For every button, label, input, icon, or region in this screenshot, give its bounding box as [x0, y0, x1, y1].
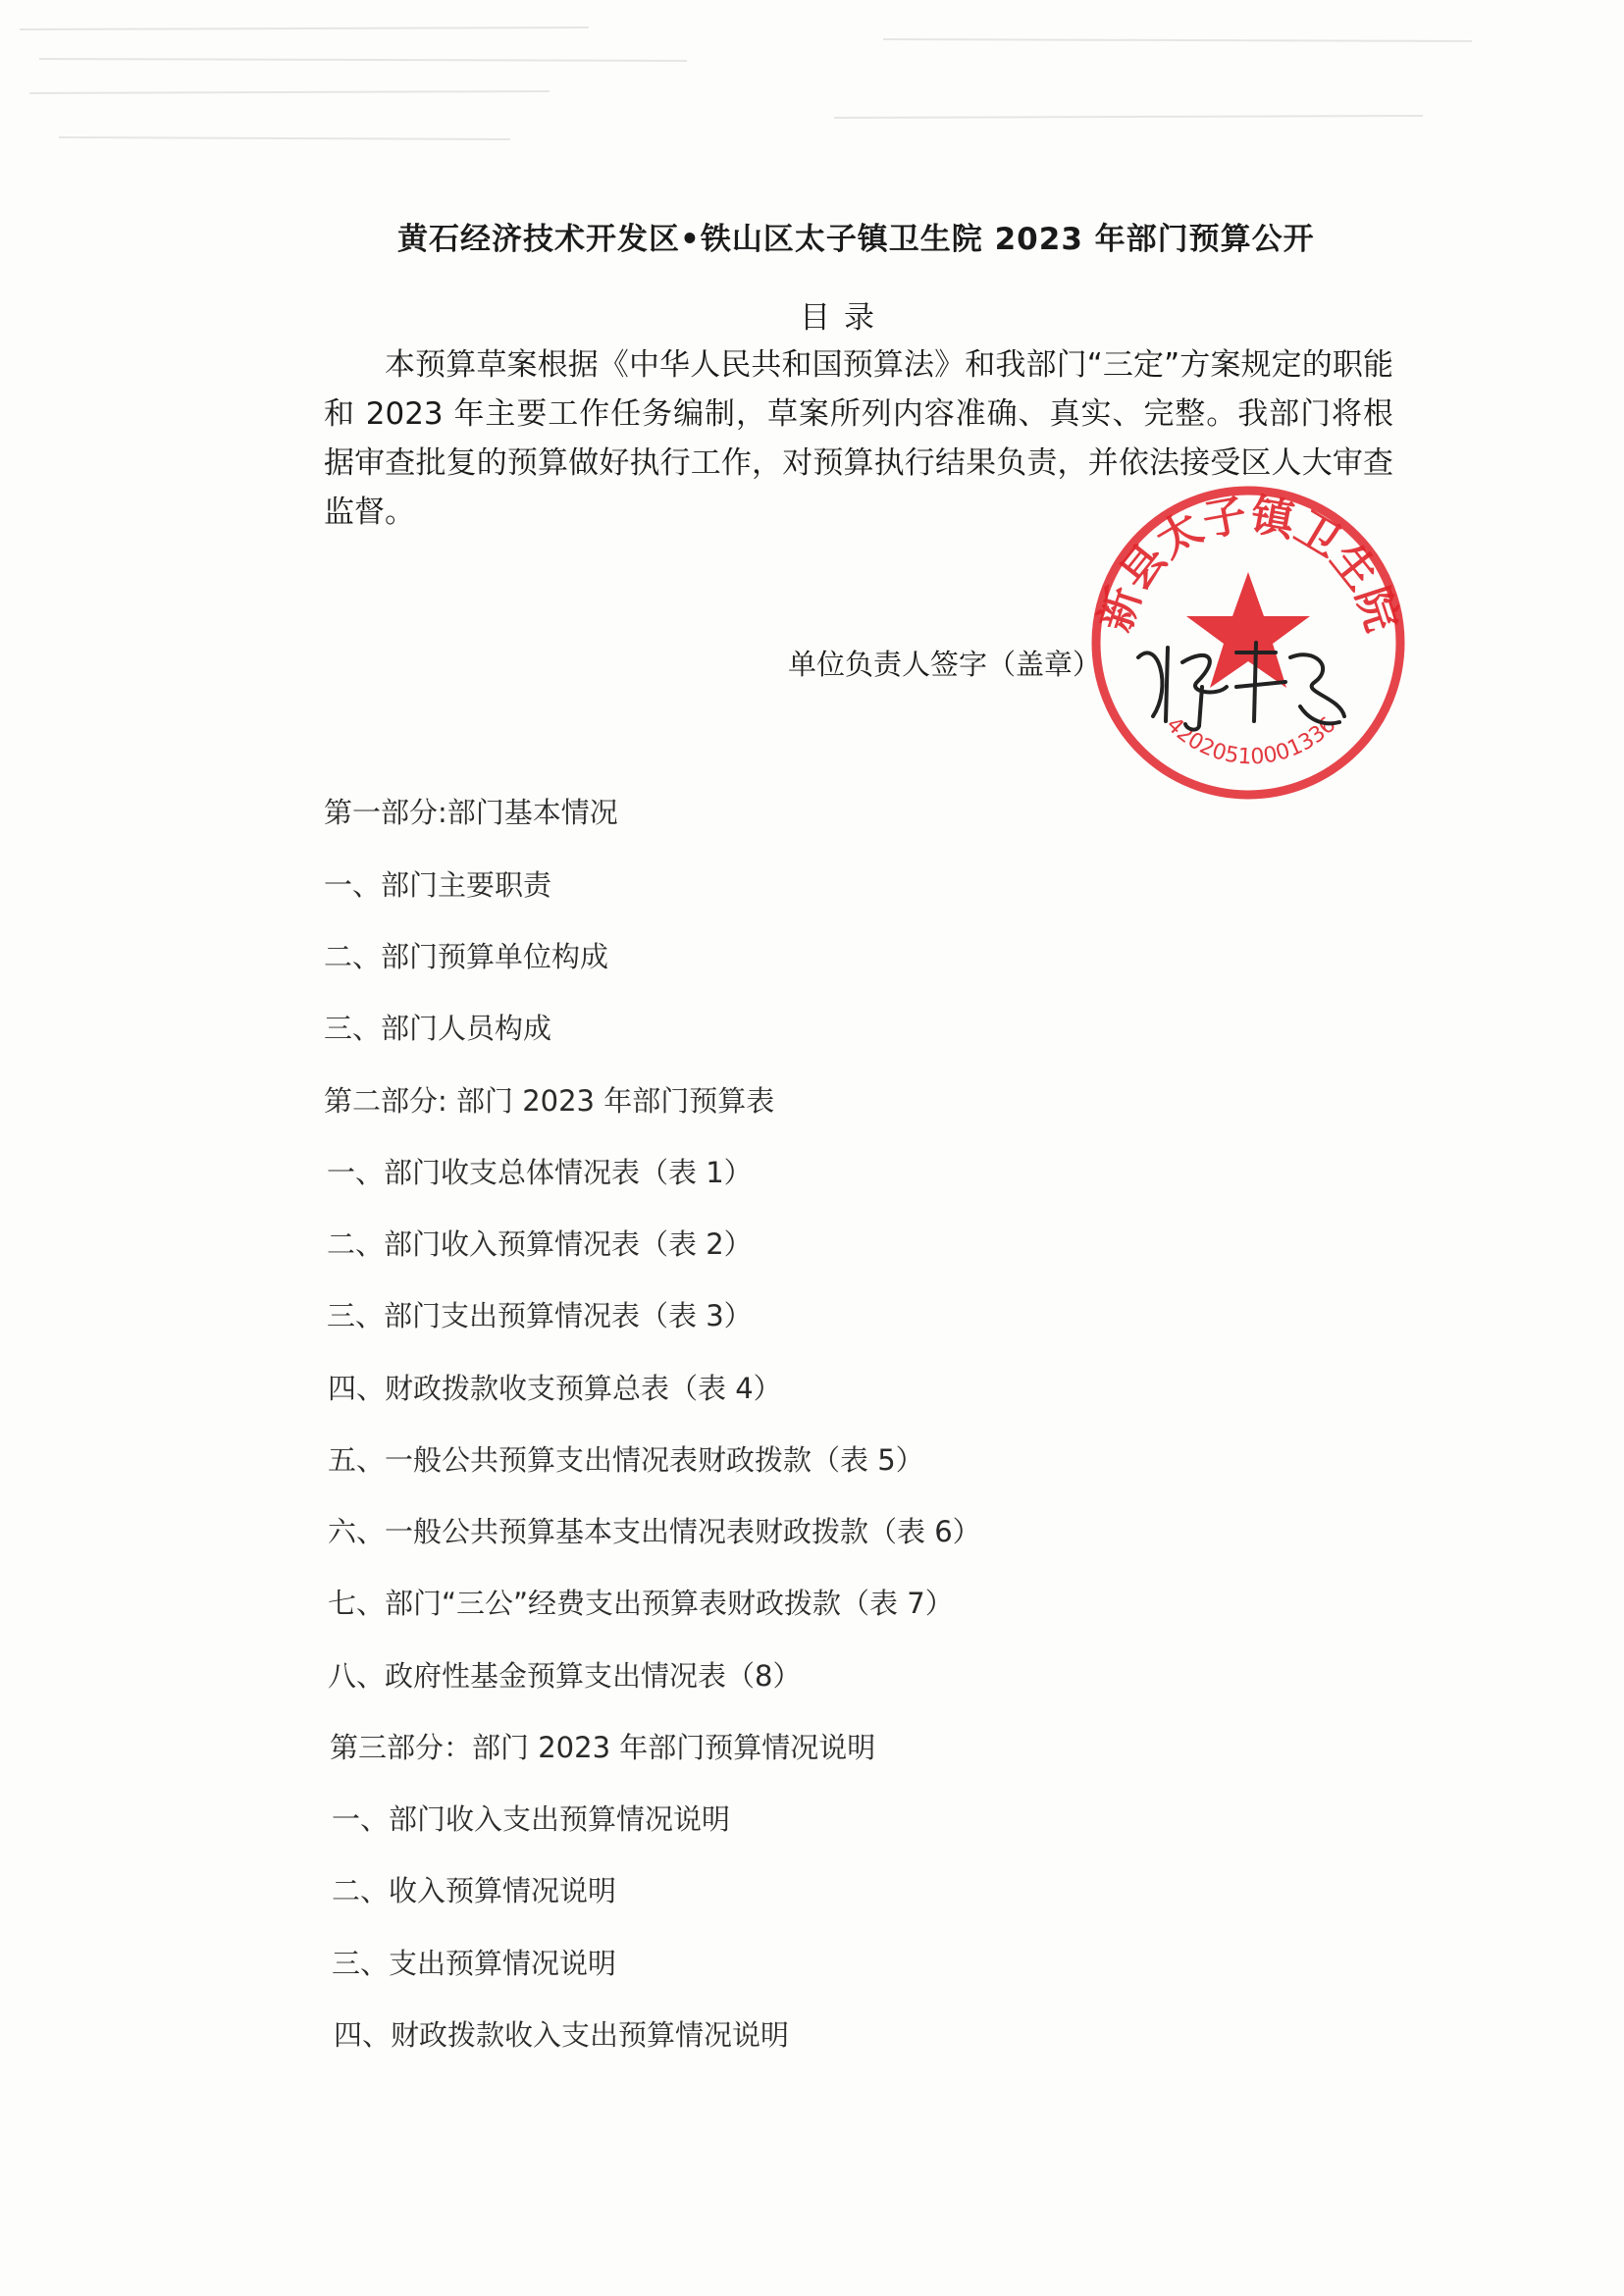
- toc-item: 一、部门主要职责: [324, 868, 552, 902]
- toc-item: 五、一般公共预算支出情况表财政拨款（表 5）: [328, 1443, 924, 1477]
- toc-item: 七、部门“三公”经费支出预算表财政拨款（表 7）: [328, 1587, 954, 1620]
- toc-item: 第二部分: 部门 2023 年部门预算表: [324, 1084, 775, 1118]
- toc-item: 一、部门收入支出预算情况说明: [332, 1802, 731, 1836]
- toc-item: 三、部门人员构成: [324, 1012, 552, 1045]
- svg-text:新县太子镇卫生院: 新县太子镇卫生院: [1090, 490, 1407, 638]
- toc-item: 第三部分：部门 2023 年部门预算情况说明: [330, 1731, 876, 1764]
- toc-item: 第一部分:部门基本情况: [324, 796, 618, 829]
- toc-heading: 目录: [800, 300, 888, 336]
- toc-item: 一、部门收支总体情况表（表 1）: [327, 1156, 753, 1189]
- intro-paragraph: 本预算草案根据《中华人民共和国预算法》和我部门“三定”方案规定的职能和 2023 年主要工作任务编制，草案所列内容准确、真实、完整。我部门将根据审查批复的预算做好执行工作，对预算执行结果负责，并依法接受区人大审查监督。: [324, 347, 1393, 530]
- toc-item: 二、部门预算单位构成: [324, 940, 609, 973]
- toc-item: 二、收入预算情况说明: [332, 1874, 617, 1907]
- toc-item: 四、财政拨款收支预算总表（表 4）: [328, 1372, 782, 1405]
- toc-item: 八、政府性基金预算支出情况表（8）: [328, 1659, 802, 1693]
- toc-item: 四、财政拨款收入支出预算情况说明: [334, 2018, 790, 2052]
- svg-text:4202051000133­6: 42020510001336: [1161, 712, 1341, 770]
- toc-item: 三、部门支出预算情况表（表 3）: [327, 1299, 753, 1332]
- toc-item: 二、部门收入预算情况表（表 2）: [327, 1227, 753, 1261]
- signature-label: 单位负责人签字（盖章）: [788, 648, 1102, 681]
- toc-item: 三、支出预算情况说明: [332, 1947, 617, 1980]
- document-title: 黄石经济技术开发区•铁山区太子镇卫生院 2023 年部门预算公开: [397, 222, 1315, 257]
- toc-item: 六、一般公共预算基本支出情况表财政拨款（表 6）: [328, 1515, 981, 1548]
